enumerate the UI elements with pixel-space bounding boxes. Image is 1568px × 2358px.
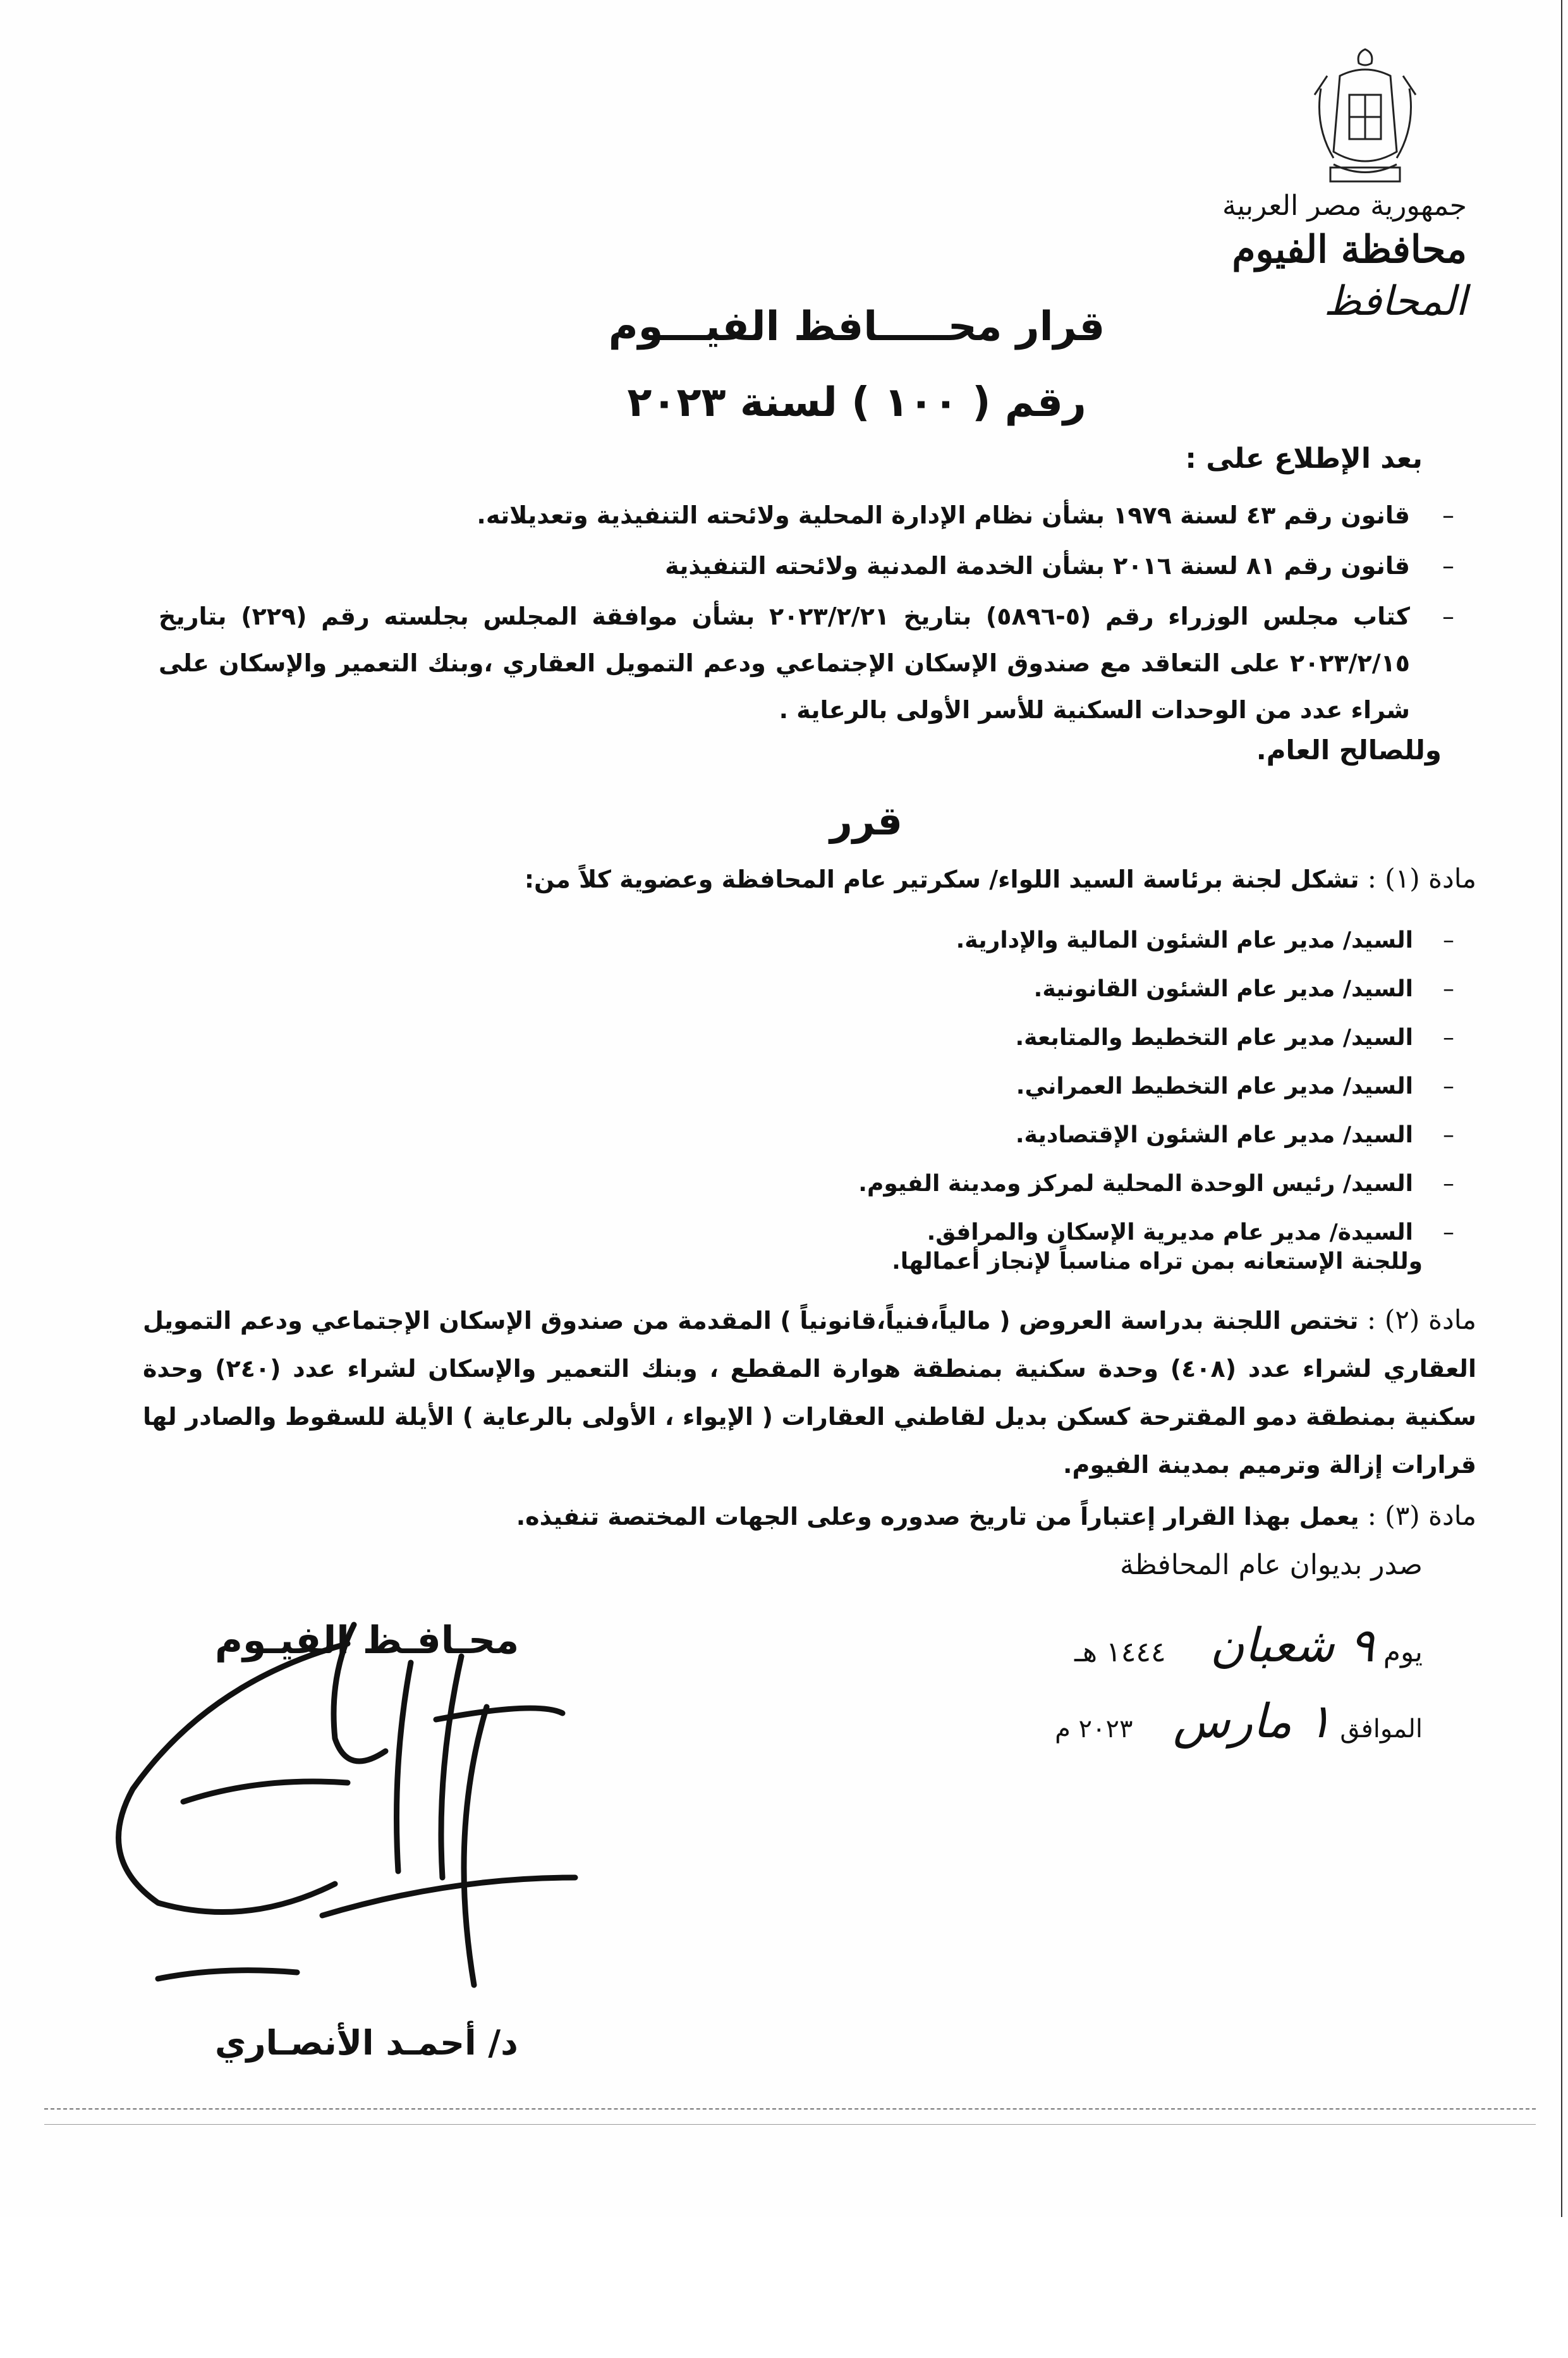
list-item: – السيدة/ مدير عام مديرية الإسكان والمرافق. [927,1219,1454,1245]
recital-text: قانون رقم ٤٣ لسنة ١٩٧٩ بشأن نظام الإدارة المحلية ولائحته التنفيذية وتعديلاته. [477,501,1410,529]
article-label: مادة (٢) : [1367,1304,1476,1335]
list-item: – السيد/ رئيس الوحدة المحلية لمركز ومدينة الفيوم. [858,1171,1454,1197]
day-label: يوم [1383,1636,1423,1668]
article-label: مادة (٣) : [1367,1500,1476,1531]
list-item: – السيد/ مدير عام التخطيط العمراني. [1016,1073,1454,1099]
page-divider [44,2124,1536,2125]
list-item: – السيد/ مدير عام الشئون المالية والإدارية. [956,927,1454,953]
article-text: تختص اللجنة بدراسة العروض ( مالياً،فنياً،قانونياً ) المقدمة من صندوق الإسكان الإجتماعي ودعم التمويل العقاري لشراء عدد (٤٠٨) وحدة سكنية بمنطقة هوارة المقطع ، وبنك التعمير والإسكان لشراء عدد (٢٤٠) وحدة سكنية بمنطقة دمو المقترحة كسكن بديل لقاطني العقارات ( الإيواء ، الأولى بالرعاية ) الأيلة للسقوط والصادر لها قرارات إزالة وترميم بمدينة الفيوم. [143,1307,1476,1479]
list-dash: – [1442,501,1454,529]
greg-label: الموافق [1340,1714,1423,1744]
recital-item [159,593,1454,733]
recital-text: قانون رقم ٨١ لسنة ٢٠١٦ بشأن الخدمة المدنية ولائحته التنفيذية [665,552,1410,580]
eagle-emblem-icon [1302,38,1428,202]
hijri-handwritten: ٩ شعبان [1210,1618,1375,1673]
list-item: – السيد/ مدير عام الشئون القانونية. [1033,976,1454,1002]
governor-header: المحافظ [1323,278,1467,325]
scan-edge [1561,0,1562,2217]
recital-text: كتاب مجلس الوزراء رقم (٥-٥٨٩٦) بتاريخ ٢٠٢٣/٢/٢١ بشأن موافقة المجلس بجلسته رقم (٢٢٩) بتاريخ ٢٠٢٣/٢/١٥ على التعاقد مع صندوق الإسكان الإجتماعي ودعم التمويل العقاري ،وبنك التعمير والإسكان على شراء عدد من الوحدات السكنية للأسر الأولى بالرعاية . [159,602,1410,724]
article-2 [143,1296,1476,1489]
recital-item [159,492,1454,539]
republic-header: جمهورية مصر العربية [1222,190,1467,222]
recital-item [159,542,1454,589]
list-item: – السيد/ مدير عام الشئون الإقتصادية. [1015,1122,1454,1148]
signatory-name: د/ أحمـد الأنصـاري [215,2023,518,2063]
public-interest: وللصالح العام. [1256,735,1442,766]
decree-title: قرار محـــــافظ الفيـــوم [608,303,1105,350]
governorate-header: محافظة الفيوم [1232,228,1467,272]
article-label: مادة (١) : [1367,863,1476,894]
article-3 [143,1492,1476,1541]
article-text: يعمل بهذا القرار إعتباراً من تاريخ صدوره وعلى الجهات المختصة تنفيذه. [516,1503,1359,1530]
page-divider [44,2108,1536,2110]
committee-members [696,922,1454,1262]
decree-heading: قرر [830,798,903,844]
issued-place: صدر بديوان عام المحافظة [1119,1549,1423,1581]
list-item: – السيد/ مدير عام التخطيط والمتابعة. [1015,1025,1454,1051]
article-1 [143,855,1476,903]
list-dash: – [1442,552,1454,580]
hijri-year: ١٤٤٤ هـ [1074,1636,1166,1668]
handwritten-signature-icon [82,1561,626,2358]
article-text: تشكل لجنة برئاسة السيد اللواء/ سكرتير عام المحافظة وعضوية كلاً من: [524,865,1359,893]
gregorian-date [1055,1694,1423,1749]
list-dash: – [1442,602,1454,630]
greg-year: ٢٠٢٣ م [1055,1714,1133,1744]
preamble-heading: بعد الإطلاع على : [1185,443,1423,475]
greg-handwritten: ١ مارس [1173,1694,1332,1749]
hijri-date [1074,1618,1423,1673]
signatory-title: محـافـظ الفيـوم [215,1618,520,1663]
committee-note: وللجنة الإستعانه بمن تراه مناسباً لإنجاز أعمالها. [892,1249,1423,1274]
decree-number: رقم ( ١٠٠ ) لسنة ٢٠٢٣ [627,379,1086,426]
